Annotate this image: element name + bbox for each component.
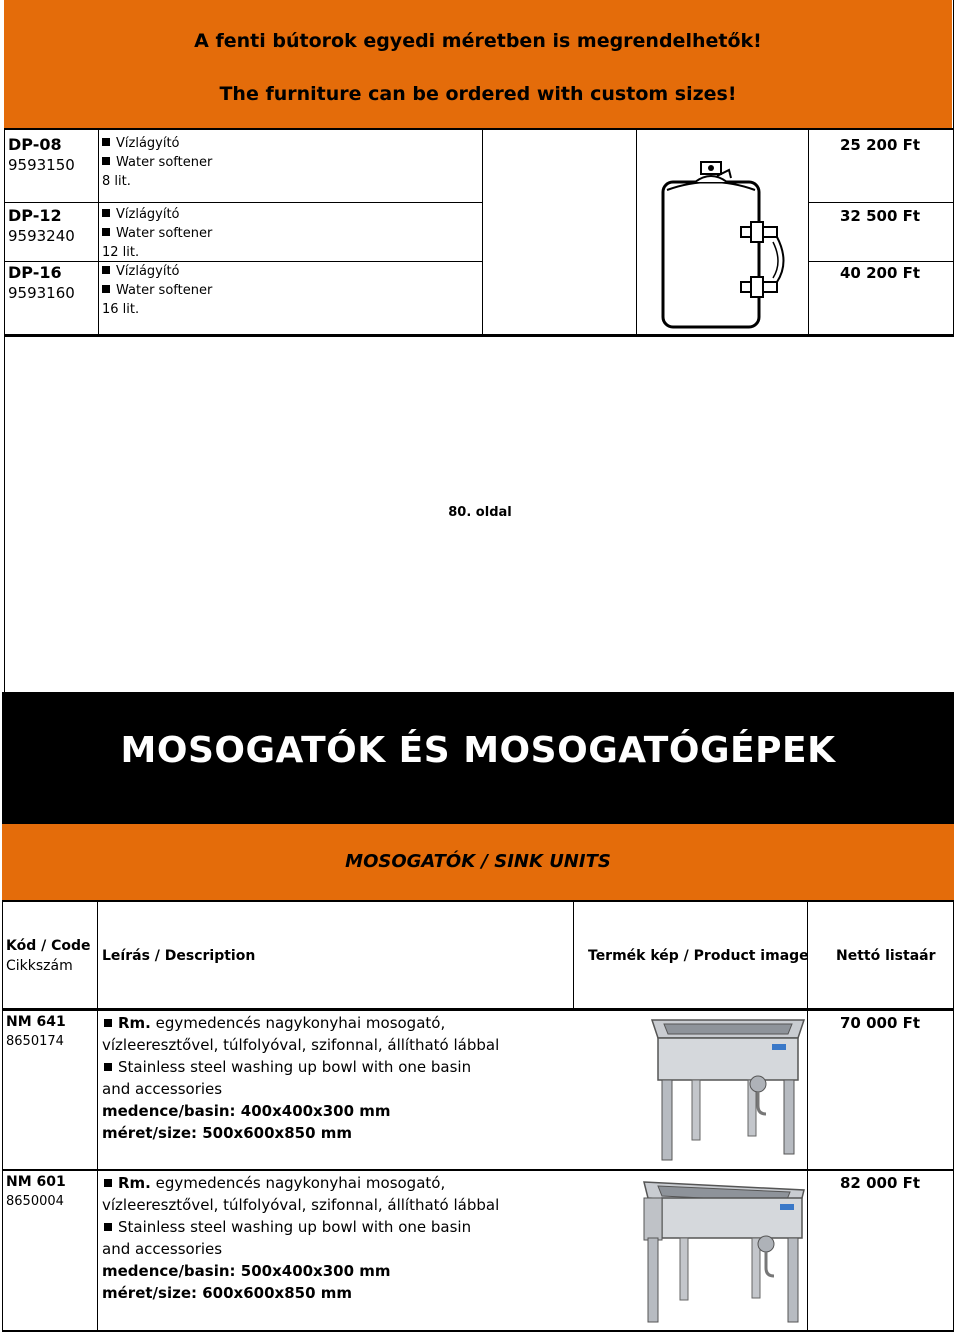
section-header: [2, 692, 954, 824]
subsection-header: [2, 824, 954, 900]
product-number: 8650174: [6, 1034, 64, 1049]
product-number: 8650004: [6, 1194, 64, 1209]
softener-price: 40 200 Ft: [840, 264, 921, 282]
softener-price: 25 200 Ft: [840, 136, 921, 154]
bullet-square-icon: [102, 285, 110, 293]
product-code-block: [6, 1012, 66, 1052]
bullet-square-icon: [102, 209, 110, 217]
header-cikkszam: Cikkszám: [6, 958, 73, 974]
header-description: Leírás / Description: [102, 948, 256, 964]
section-title: MOSOGATÓK ÉS MOSOGATÓGÉPEK: [120, 730, 836, 771]
page-number: 80. oldal: [448, 505, 512, 520]
softener-description: Vízlágyító Water softener 12 lit.: [102, 207, 213, 260]
softener-price: 32 500 Ft: [840, 207, 921, 225]
softener-number: 9593150: [8, 156, 75, 174]
bullet-square-icon: [102, 138, 110, 146]
product-code: NM 601: [6, 1174, 66, 1190]
subsection-title: MOSOGATÓK / SINK UNITS: [345, 851, 611, 872]
sink-unit-image: [648, 1014, 808, 1164]
softener-code-block: [8, 134, 75, 176]
water-softener-image: [655, 152, 795, 332]
product-price: 70 000 Ft: [840, 1014, 921, 1032]
product-code: NM 641: [6, 1014, 66, 1030]
sink-unit-image: [640, 1176, 808, 1328]
softener-code: DP-12: [8, 206, 62, 225]
header-product-image: Termék kép / Product image: [588, 948, 809, 964]
bullet-square-icon: [104, 1063, 112, 1071]
banner-line-hu: A fenti bútorok egyedi méretben is megrendelhetők!: [194, 30, 762, 52]
product-description: Rm. egymedencés nagykonyhai mosogató, vízleeresztővel, túlfolyóval, szifonnal, állítható lábbal Stainless steel washing up bowl with one basin and accessories medence/basin: 500x400x300 mm méret/size: 600x600x850 mm: [102, 1174, 500, 1302]
softener-number: 9593240: [8, 227, 75, 245]
bullet-square-icon: [102, 266, 110, 274]
bullet-square-icon: [102, 228, 110, 236]
custom-size-banner: [4, 0, 952, 128]
banner-line-en: The furniture can be ordered with custom sizes!: [219, 83, 737, 105]
overall-size: méret/size: 600x600x850 mm: [102, 1284, 352, 1302]
bullet-square-icon: [104, 1019, 112, 1027]
bullet-square-icon: [104, 1223, 112, 1231]
softener-description: Vízlágyító Water softener 8 lit.: [102, 136, 213, 189]
header-code: Kód / Code: [6, 938, 91, 954]
softener-description: Vízlágyító Water softener 16 lit.: [102, 264, 213, 317]
softener-code-block: [8, 262, 75, 304]
bullet-square-icon: [104, 1179, 112, 1187]
header-net-price: Nettó listaár: [836, 948, 936, 964]
basin-size: medence/basin: 500x400x300 mm: [102, 1262, 391, 1280]
basin-size: medence/basin: 400x400x300 mm: [102, 1102, 391, 1120]
product-description: Rm. egymedencés nagykonyhai mosogató, vízleeresztővel, túlfolyóval, szifonnal, állítható lábbal Stainless steel washing up bowl with one basin and accessories medence/basin: 400x400x300 mm méret/size: 500x600x850 mm: [102, 1014, 500, 1142]
product-price: 82 000 Ft: [840, 1174, 921, 1192]
softener-code: DP-08: [8, 135, 62, 154]
softener-code: DP-16: [8, 263, 62, 282]
softener-code-block: [8, 205, 75, 247]
product-code-block: [6, 1172, 66, 1212]
bullet-square-icon: [102, 157, 110, 165]
softener-number: 9593160: [8, 284, 75, 302]
overall-size: méret/size: 500x600x850 mm: [102, 1124, 352, 1142]
